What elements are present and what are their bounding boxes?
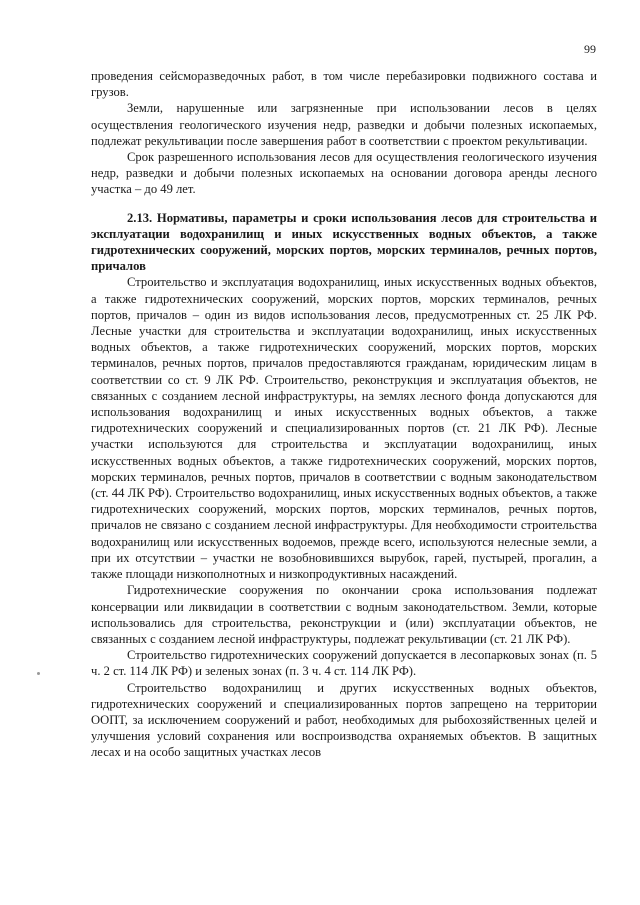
section-paragraph-forest-park-zones: Строительство гидротехнических сооружений допускается в лесопарковых зонах (п. 5 ч. 2 ст. 114 ЛК РФ) и зеленых зонах (п. 3 ч. 4 ст. 114 ЛК РФ).: [91, 648, 597, 679]
section-heading: 2.13. Нормативы, параметры и сроки использования лесов для строительства и эксплуатации водохранилищ и иных искусственных водных объектов, а также гидротехнических сооружений, морских портов, морских терминалов, речных портов, причалов: [91, 210, 597, 274]
paragraph-reclamation: Земли, нарушенные или загрязненные при использовании лесов в целях осуществления геологического изучения недр, разведки и добычи полезных ископаемых, подлежат рекультивации после завершения работ в соответствии с проектом рекультивации.: [91, 101, 597, 148]
paragraph-lease-term: Срок разрешенного использования лесов для осуществления геологического изучения недр, разведки и добычи полезных ископаемых на основании договора аренды лесного участка – до 49 лет.: [91, 150, 597, 197]
section-paragraph-protected-areas: Строительство водохранилищ и других искусственных водных объектов, гидротехнических сооружений и специализированных портов запрещено на территории ООПТ, за исключением сооружений и работ, необходимых для рыбохозяйственных целей и улучшения условий сохранения или воспроизводства охраняемых объектов. В защитных лесах и на особо защитных участках лесов: [91, 680, 597, 760]
document-body: [91, 68, 597, 761]
section-paragraph-construction: Строительство и эксплуатация водохранилищ, иных искусственных водных объектов, а также гидротехнических сооружений, морских портов, морских терминалов, речных портов, причалов – один из видов использования лесов, предусмотренных ст. 25 ЛК РФ. Лесные участки для строительства и эксплуатации водохранилищ, иных искусственных водных объектов, а также гидротехнических сооружений, морских портов, морских терминалов, речных портов, причалов предоставляются гражданам, юридическим лицам в соответствии со ст. 9 ЛК РФ. Строительство, реконструкция и эксплуатация объектов, не связанных с созданием лесной инфраструктуры, на землях лесного фонда допускаются для использования водохранилищ и иных искусственных водных объектов, а также гидротехнических сооружений и специализированных портов (ст. 21 ЛК РФ). Лесные участки используются для строительства и эксплуатации водохранилищ, иных искусственных водных объектов, а также гидротехнических сооружений, морских портов, морских терминалов, речных портов, причалов в соответствии с водным законодательством (ст. 44 ЛК РФ). Строительство водохранилищ, иных искусственных водных объектов, а также гидротехнических сооружений, морских портов, морских терминалов, речных портов, причалов не связано с созданием лесной инфраструктуры. Для необходимости строительства водохранилищ или искусственных водоемов, прежде всего, используются нелесные земли, а при их отсутствии – участки не возобновившихся вырубок, гарей, пустырей, прогалин, а также площади низкополнотных и низкопродуктивных насаждений.: [91, 275, 597, 582]
section-paragraph-conservation: Гидротехнические сооружения по окончании срока использования подлежат консервации или ликвидации в соответствии с водным законодательством. Земли, которые использовались для строительства, реконструкции и (или) эксплуатации объектов, не связанных с созданием лесной инфраструктуры, подлежат рекультивации (ст. 21 ЛК РФ).: [91, 583, 597, 646]
paragraph-continuation: проведения сейсморазведочных работ, в том числе перебазировки подвижного состава и грузов.: [91, 69, 597, 100]
page-number: 99: [584, 42, 596, 56]
scan-speck: [37, 672, 40, 675]
